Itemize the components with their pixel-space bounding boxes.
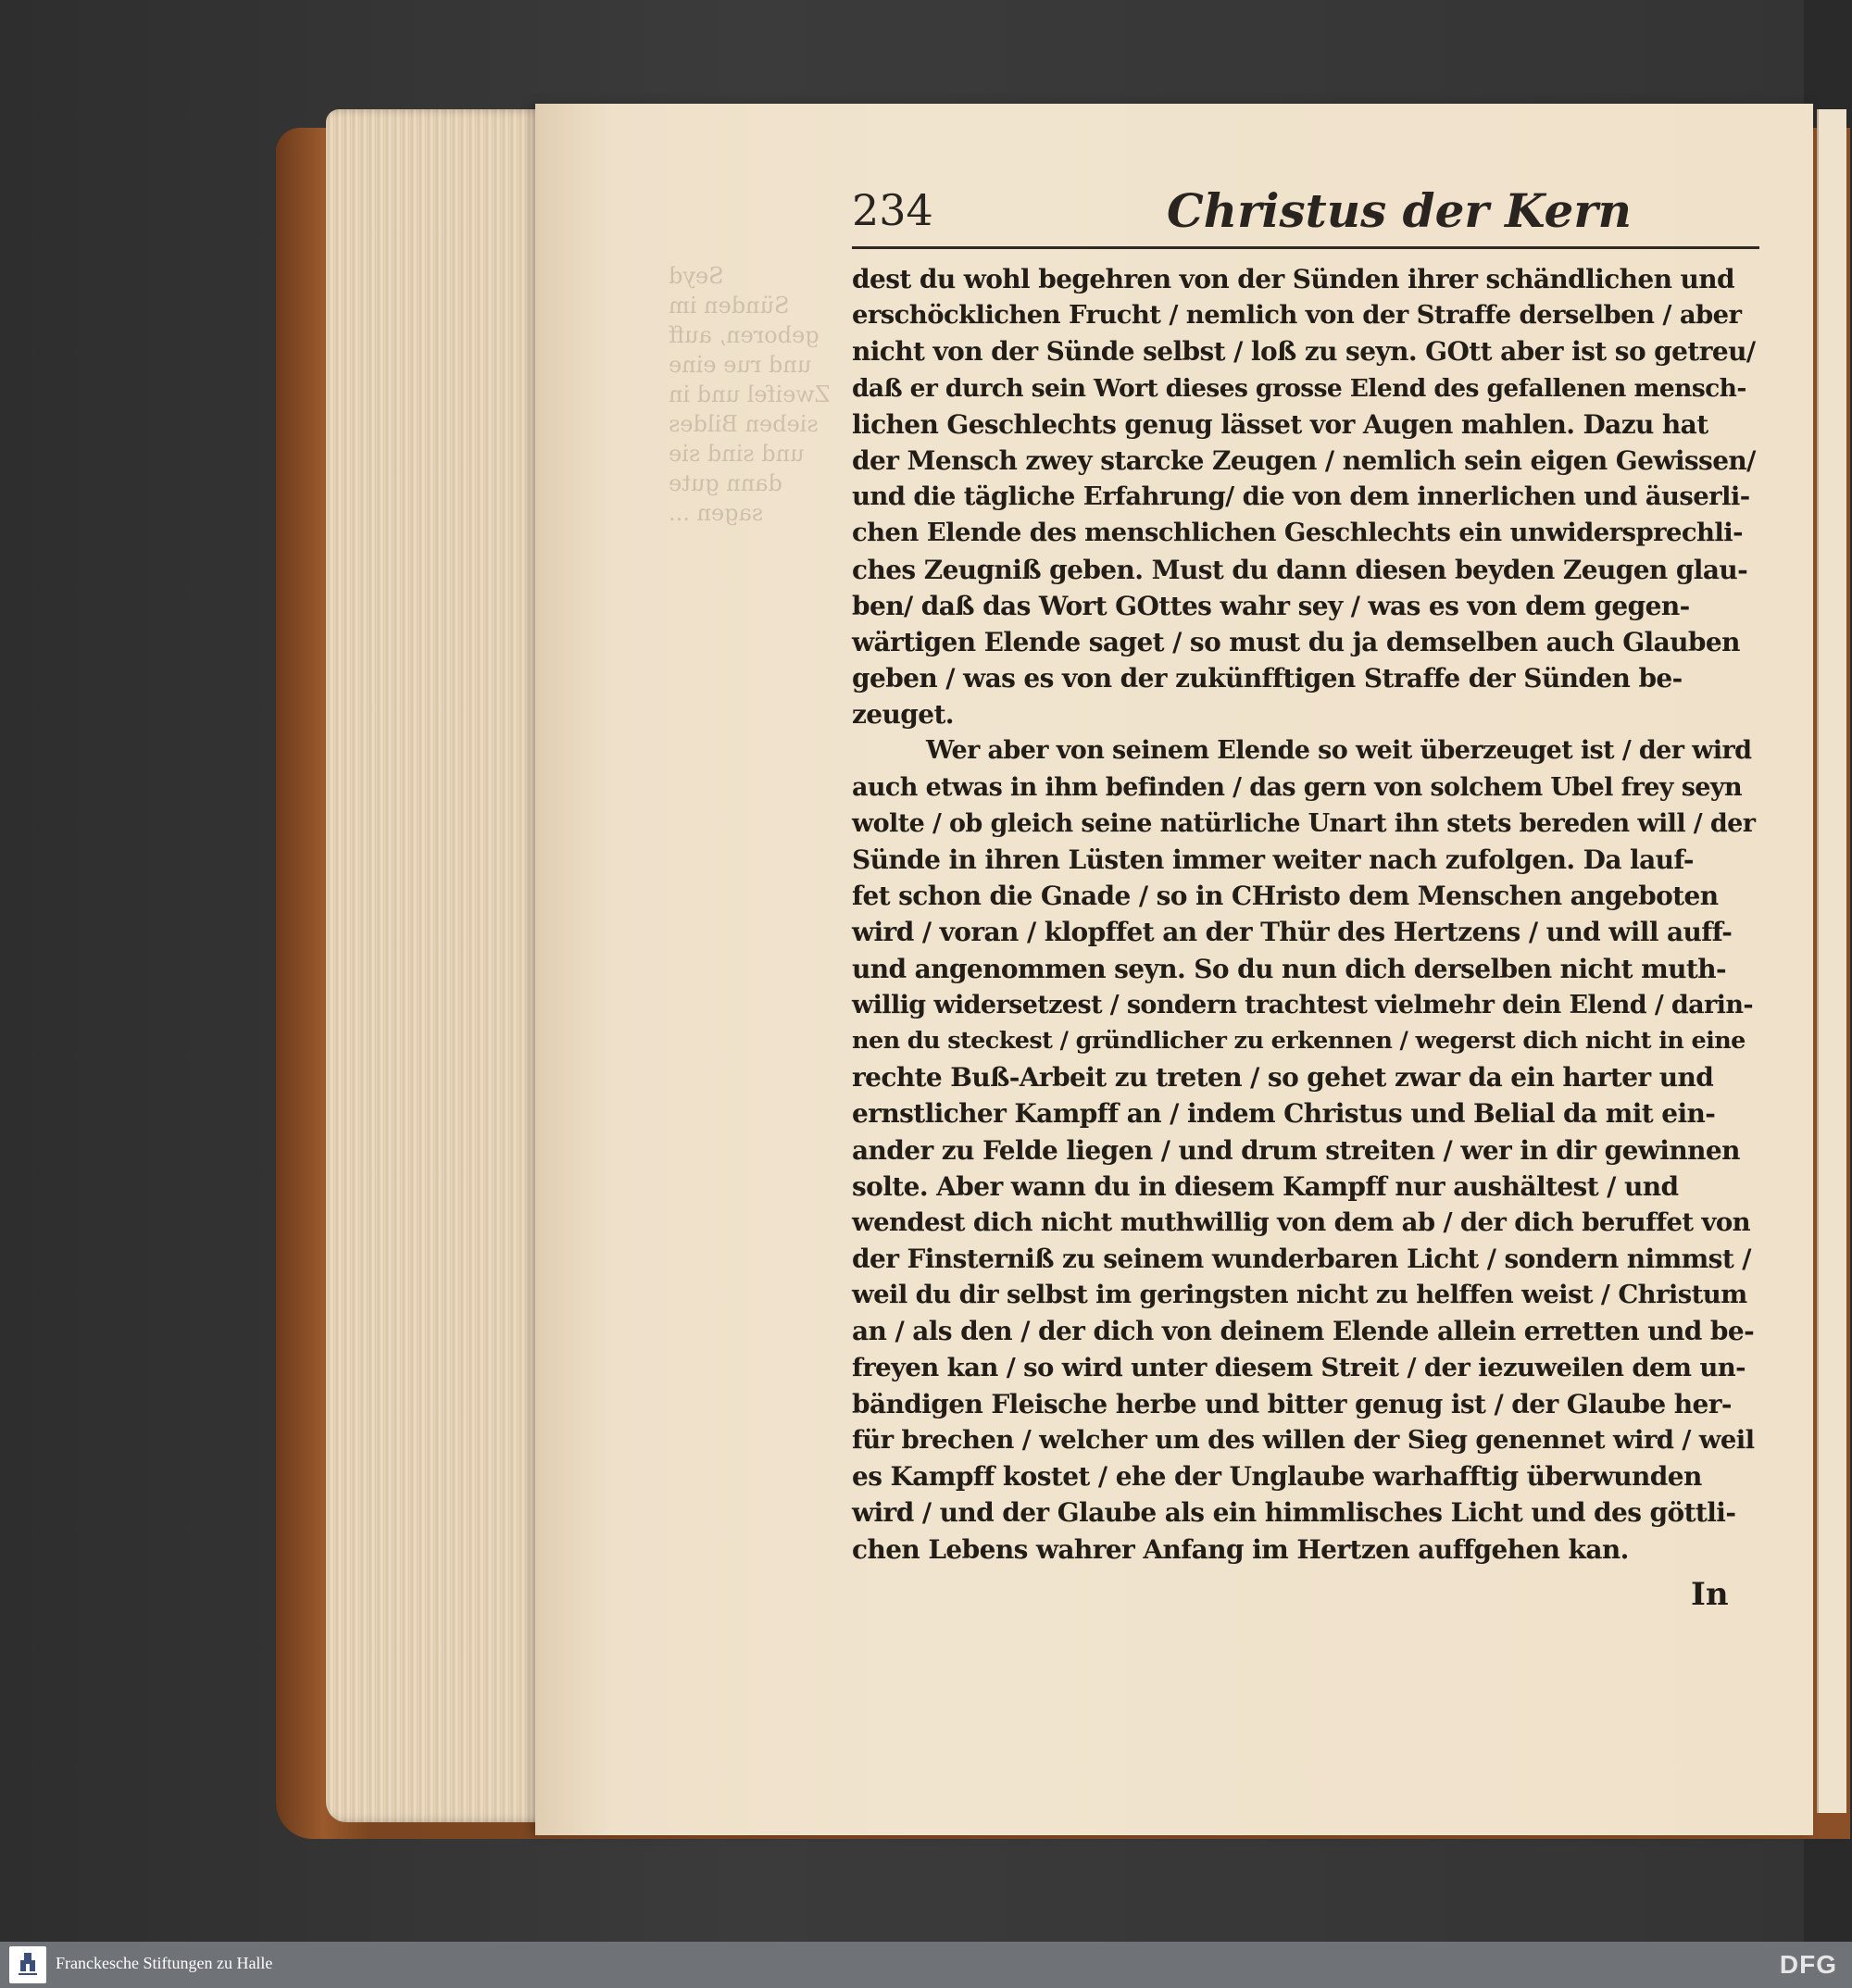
dfg-logo[interactable]: DFG	[1779, 1950, 1837, 1979]
text-line: und die tägliche Erfahrung/ die von dem innerlichen und äuserli-	[852, 481, 1750, 512]
text-line: willig widersetzest / sondern trachtest vielmehr dein Elend / darin-	[852, 990, 1753, 1019]
text-line: an / als den / der dich von deinem Elende allein erretten und be-	[852, 1316, 1755, 1347]
text-line: ben/ daß das Wort GOttes wahr sey / was es von dem gegen-	[852, 590, 1690, 621]
body-text	[852, 261, 1758, 1568]
text-line: lichen Geschlechts genug lässet vor Augen mahlen. Dazu hat	[852, 408, 1708, 440]
text-line: für brechen / welcher um des willen der Sieg genennet wird / weil	[852, 1425, 1755, 1455]
text-line: weil du dir selbst im geringsten nicht zu helffen weist / Christum	[852, 1280, 1747, 1310]
catchword: In	[1691, 1576, 1729, 1613]
footer-bar	[0, 1942, 1852, 1988]
text-line: wärtigen Elende saget / so must du ja demselben auch Glauben	[852, 626, 1740, 657]
text-line: wird / voran / klopffet an der Thür des Hertzens / und will auff-	[852, 917, 1733, 948]
text-line: ander zu Felde liegen / und drum streiten / wer in dir gewinnen	[852, 1134, 1740, 1166]
running-title: Christus der Kern	[1167, 183, 1633, 238]
text-line: wolte / ob gleich seine natürliche Unart ihn stets bereden will / der	[852, 808, 1756, 838]
text-line: fet schon die Gnade / so in CHristo dem Menschen angeboten	[852, 881, 1719, 912]
text-line: erschöcklichen Frucht / nemlich von der Straffe derselben / aber	[852, 300, 1742, 331]
text-line: nen du steckest / gründlicher zu erkennen / wegerst dich nicht in eine	[852, 1026, 1746, 1055]
text-line: ches Zeugniß geben. Must du dann diesen beyden Zeugen glau-	[852, 554, 1748, 585]
text-line: solte. Aber wann du in diesem Kampff nur aushältest / und	[852, 1170, 1679, 1202]
page-number: 234	[852, 185, 933, 235]
header-rule	[852, 246, 1759, 249]
running-header	[852, 185, 1759, 250]
text-line: zeuget.	[852, 699, 954, 731]
text-line: chen Elende des menschlichen Geschlechts ein unwidersprechli-	[852, 518, 1743, 548]
text-line: nicht von der Sünde selbst / loß zu seyn. GOtt aber ist so getreu/	[852, 336, 1756, 368]
text-line: chen Lebens wahrer Anfang im Hertzen auffgehen kan.	[852, 1533, 1629, 1565]
text-line: der Mensch zwey starcke Zeugen / nemlich sein eigen Gewissen/	[852, 444, 1756, 476]
text-line: Sünde in ihren Lüsten immer weiter nach zufolgen. Da lauf-	[852, 844, 1694, 875]
text-line: der Finsterniß zu seinem wunderbaren Licht / sondern nimmst /	[852, 1244, 1751, 1275]
text-line: auch etwas in ihm befinden / das gern von solchem Ubel frey seyn	[852, 772, 1742, 802]
text-line: und angenommen seyn. So du nun dich derselben nicht muth-	[852, 953, 1726, 984]
show-through-text: Seyd Sünden im geboren, auff und rue eine Zweifel und in sieben Bildes und sind sie dann gute sagen ...	[669, 263, 831, 526]
facing-page-edge	[1817, 109, 1846, 1813]
text-line: daß er durch sein Wort dieses grosse Elend des gefallenen mensch-	[852, 373, 1746, 403]
text-line: rechte Buß-Arbeit zu treten / so gehet zwar da ein harter und	[852, 1062, 1714, 1094]
page-edges	[326, 109, 557, 1822]
text-line: Wer aber von seinem Elende so weit überzeuget ist / der wird	[926, 736, 1752, 766]
text-line: dest du wohl begehren von der Sünden ihrer schändlichen und	[852, 264, 1735, 294]
text-line: geben / was es von der zukünfftigen Straffe der Sünden be-	[852, 663, 1683, 694]
institution-logo-icon[interactable]	[9, 1946, 46, 1983]
text-line: ernstlicher Kampff an / indem Christus und Belial da mit ein-	[852, 1098, 1716, 1130]
institution-name[interactable]: Franckesche Stiftungen zu Halle	[56, 1954, 273, 1972]
text-line: freyen kan / so wird unter diesem Streit / der iezuweilen dem un-	[852, 1352, 1746, 1382]
text-line: wendest dich nicht muthwillig von dem ab / der dich beruffet von	[852, 1207, 1750, 1237]
text-line: es Kampff kostet / ehe der Unglaube warhafftig überwunden	[852, 1461, 1702, 1493]
text-line: bändigen Fleische herbe und bitter genug ist / der Glaube her-	[852, 1388, 1732, 1419]
text-line: wird / und der Glaube als ein himmlisches Licht und des göttli-	[852, 1497, 1736, 1529]
